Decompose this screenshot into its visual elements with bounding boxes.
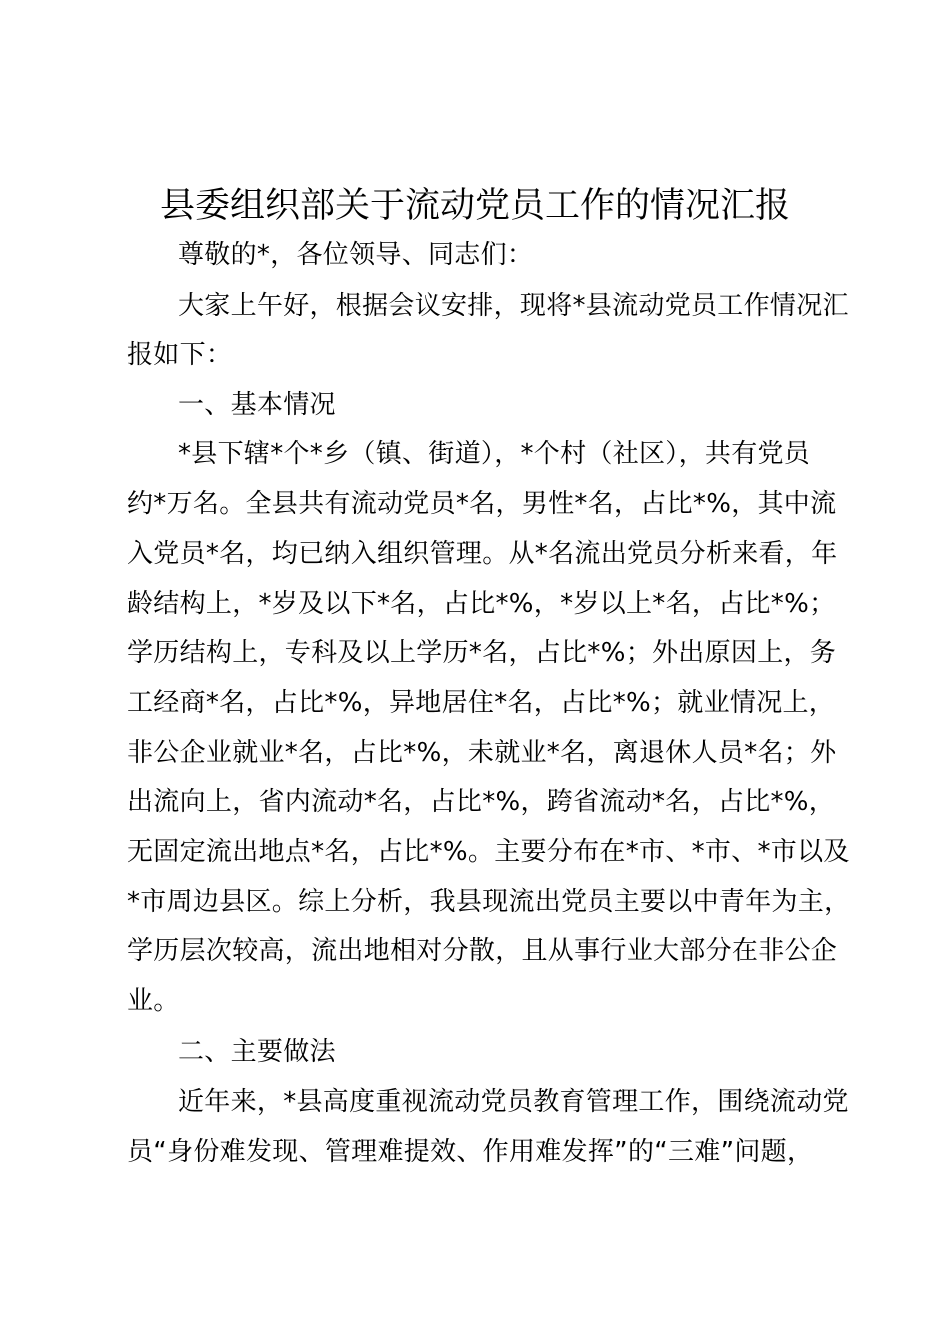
paragraph-line: 约*万名。全县共有流动党员*名，男性*名，占比*%，其中流 [127,489,837,519]
section-heading: 二、主要做法 [178,1037,336,1067]
paragraph-line: *县下辖*个*乡（镇、街道），*个村（社区），共有党员 [178,439,811,469]
paragraph-line: 出流向上，省内流动*名，占比*%，跨省流动*名，占比*%， [127,787,836,817]
paragraph-line: 入党员*名，均已纳入组织管理。从*名流出党员分析来看，年 [127,539,838,569]
paragraph-line: 学历层次较高，流出地相对分散，且从事行业大部分在非公企 [127,936,838,966]
document-title: 县委组织部关于流动党员工作的情况汇报 [159,186,790,226]
salutation-line: 尊敬的*，各位领导、同志们： [178,240,534,270]
paragraph-line: 非公企业就业*名，占比*%，未就业*名，离退休人员*名；外 [127,738,837,768]
paragraph-line: 报如下： [127,340,233,370]
paragraph-line: 学历结构上，专科及以上学历*名，占比*%；外出原因上，务 [127,638,837,668]
paragraph-line: *市周边县区。综上分析，我县现流出党员主要以中青年为主， [127,887,851,917]
paragraph-line: 大家上午好，根据会议安排，现将*县流动党员工作情况汇 [178,291,849,321]
paragraph-line: 龄结构上，*岁及以下*名，占比*%，*岁以上*名，占比*%； [127,589,836,619]
paragraph-line: 近年来，*县高度重视流动党员教育管理工作，围绕流动党 [178,1087,849,1117]
paragraph-line: 业。 [127,986,180,1016]
section-heading: 一、基本情况 [178,390,336,420]
paragraph-line: 无固定流出地点*名，占比*%。主要分布在*市、*市、*市以及 [127,837,850,867]
paragraph-line: 工经商*名，占比*%，异地居住*名，占比*%；就业情况上， [127,688,836,718]
paragraph-line: 员“身份难发现、管理难提效、作用难发挥”的“三难”问题， [127,1137,814,1167]
